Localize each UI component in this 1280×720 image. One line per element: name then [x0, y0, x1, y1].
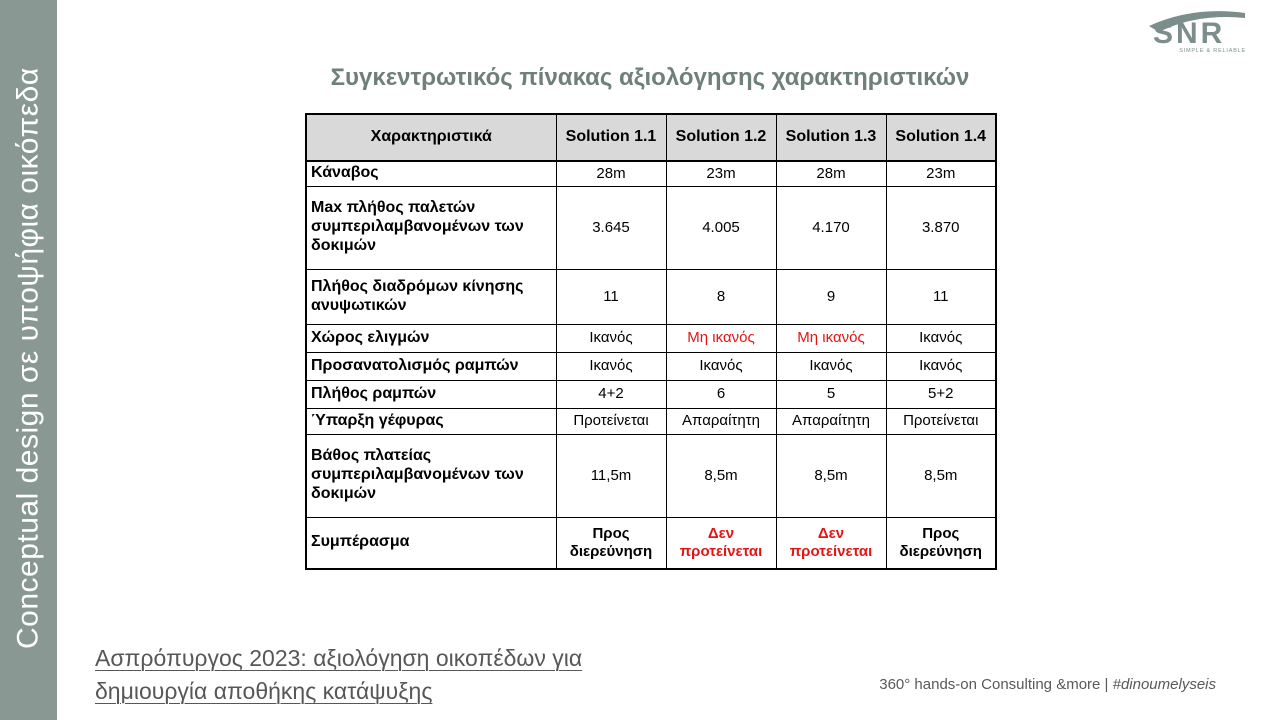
col-header-solution: Solution 1.3: [776, 114, 886, 161]
value-cell: 3.870: [886, 186, 996, 269]
value-cell: Ικανός: [556, 352, 666, 380]
value-cell: Προς διερεύνηση: [556, 517, 666, 569]
table-row: [306, 408, 996, 434]
value-cell: Προς διερεύνηση: [886, 517, 996, 569]
snr-logo-graphic: [1145, 6, 1250, 54]
row-label: Χώρος ελιγμών: [306, 324, 556, 352]
value-cell: 8,5m: [886, 434, 996, 517]
row-label: Ύπαρξη γέφυρας: [306, 408, 556, 434]
sidebar-vertical-title: Conceptual design σε υποψήφια οικόπεδα: [11, 67, 45, 649]
footer-hashtag: #dinoumelyseis: [1112, 676, 1216, 693]
col-header-solution: Solution 1.4: [886, 114, 996, 161]
value-cell: 23m: [666, 161, 776, 186]
table-body: [306, 161, 996, 569]
value-cell: Μη ικανός: [666, 324, 776, 352]
table-header: [306, 114, 996, 161]
row-label: Πλήθος ραμπών: [306, 380, 556, 408]
value-cell: 11: [556, 269, 666, 324]
table-row: [306, 161, 996, 186]
col-header-characteristics: Χαρακτηριστικά: [306, 114, 556, 161]
value-cell: Ικανός: [886, 324, 996, 352]
table-row: [306, 434, 996, 517]
value-cell: 4.005: [666, 186, 776, 269]
value-cell: Ικανός: [556, 324, 666, 352]
table-row: [306, 517, 996, 569]
row-label: Βάθος πλατείας συμπεριλαμβανομένων των δοκιμών: [306, 434, 556, 517]
value-cell: 28m: [776, 161, 886, 186]
footer-tagline: [879, 676, 1216, 693]
value-cell: Προτείνεται: [556, 408, 666, 434]
table-row: [306, 324, 996, 352]
row-label: Max πλήθος παλετών συμπεριλαμβανομένων των δοκιμών: [306, 186, 556, 269]
value-cell: Ικανός: [666, 352, 776, 380]
slide-title: Συγκεντρωτικός πίνακας αξιολόγησης χαρακτηριστικών: [330, 64, 970, 91]
value-cell: 4+2: [556, 380, 666, 408]
value-cell: 3.645: [556, 186, 666, 269]
value-cell: Απαραίτητη: [666, 408, 776, 434]
project-reference-link[interactable]: Ασπρόπυργος 2023: αξιολόγηση οικοπέδων για δημιουργία αποθήκης κατάψυξης: [95, 645, 583, 704]
value-cell: 5: [776, 380, 886, 408]
table-header-row: [306, 114, 996, 161]
table-row: [306, 380, 996, 408]
comparison-table-wrap: [305, 113, 997, 570]
value-cell: Μη ικανός: [776, 324, 886, 352]
table-row: [306, 269, 996, 324]
row-label: Συμπέρασμα: [306, 517, 556, 569]
value-cell: 28m: [556, 161, 666, 186]
value-cell: Ικανός: [886, 352, 996, 380]
row-label: Προσανατολισμός ραμπών: [306, 352, 556, 380]
comparison-table: [305, 113, 997, 570]
snr-logo: [1145, 6, 1250, 54]
col-header-solution: Solution 1.1: [556, 114, 666, 161]
value-cell: Προτείνεται: [886, 408, 996, 434]
left-accent-band: [0, 0, 57, 720]
value-cell: Δεν προτείνεται: [776, 517, 886, 569]
value-cell: 9: [776, 269, 886, 324]
value-cell: 11,5m: [556, 434, 666, 517]
table-row: [306, 352, 996, 380]
value-cell: 6: [666, 380, 776, 408]
value-cell: 4.170: [776, 186, 886, 269]
row-label: Πλήθος διαδρόμων κίνησης ανυψωτικών: [306, 269, 556, 324]
value-cell: 8,5m: [776, 434, 886, 517]
row-label: Κάναβος: [306, 161, 556, 186]
table-row: [306, 186, 996, 269]
value-cell: 23m: [886, 161, 996, 186]
value-cell: Απαραίτητη: [776, 408, 886, 434]
value-cell: Ικανός: [776, 352, 886, 380]
value-cell: 8: [666, 269, 776, 324]
value-cell: 11: [886, 269, 996, 324]
value-cell: 5+2: [886, 380, 996, 408]
value-cell: 8,5m: [666, 434, 776, 517]
logo-letters: SNR: [1153, 17, 1226, 50]
logo-tagline: SIMPLE & RELIABLE: [1179, 48, 1246, 54]
value-cell: Δεν προτείνεται: [666, 517, 776, 569]
footer-consulting-text: 360° hands-on Consulting &more |: [879, 676, 1113, 693]
col-header-solution: Solution 1.2: [666, 114, 776, 161]
